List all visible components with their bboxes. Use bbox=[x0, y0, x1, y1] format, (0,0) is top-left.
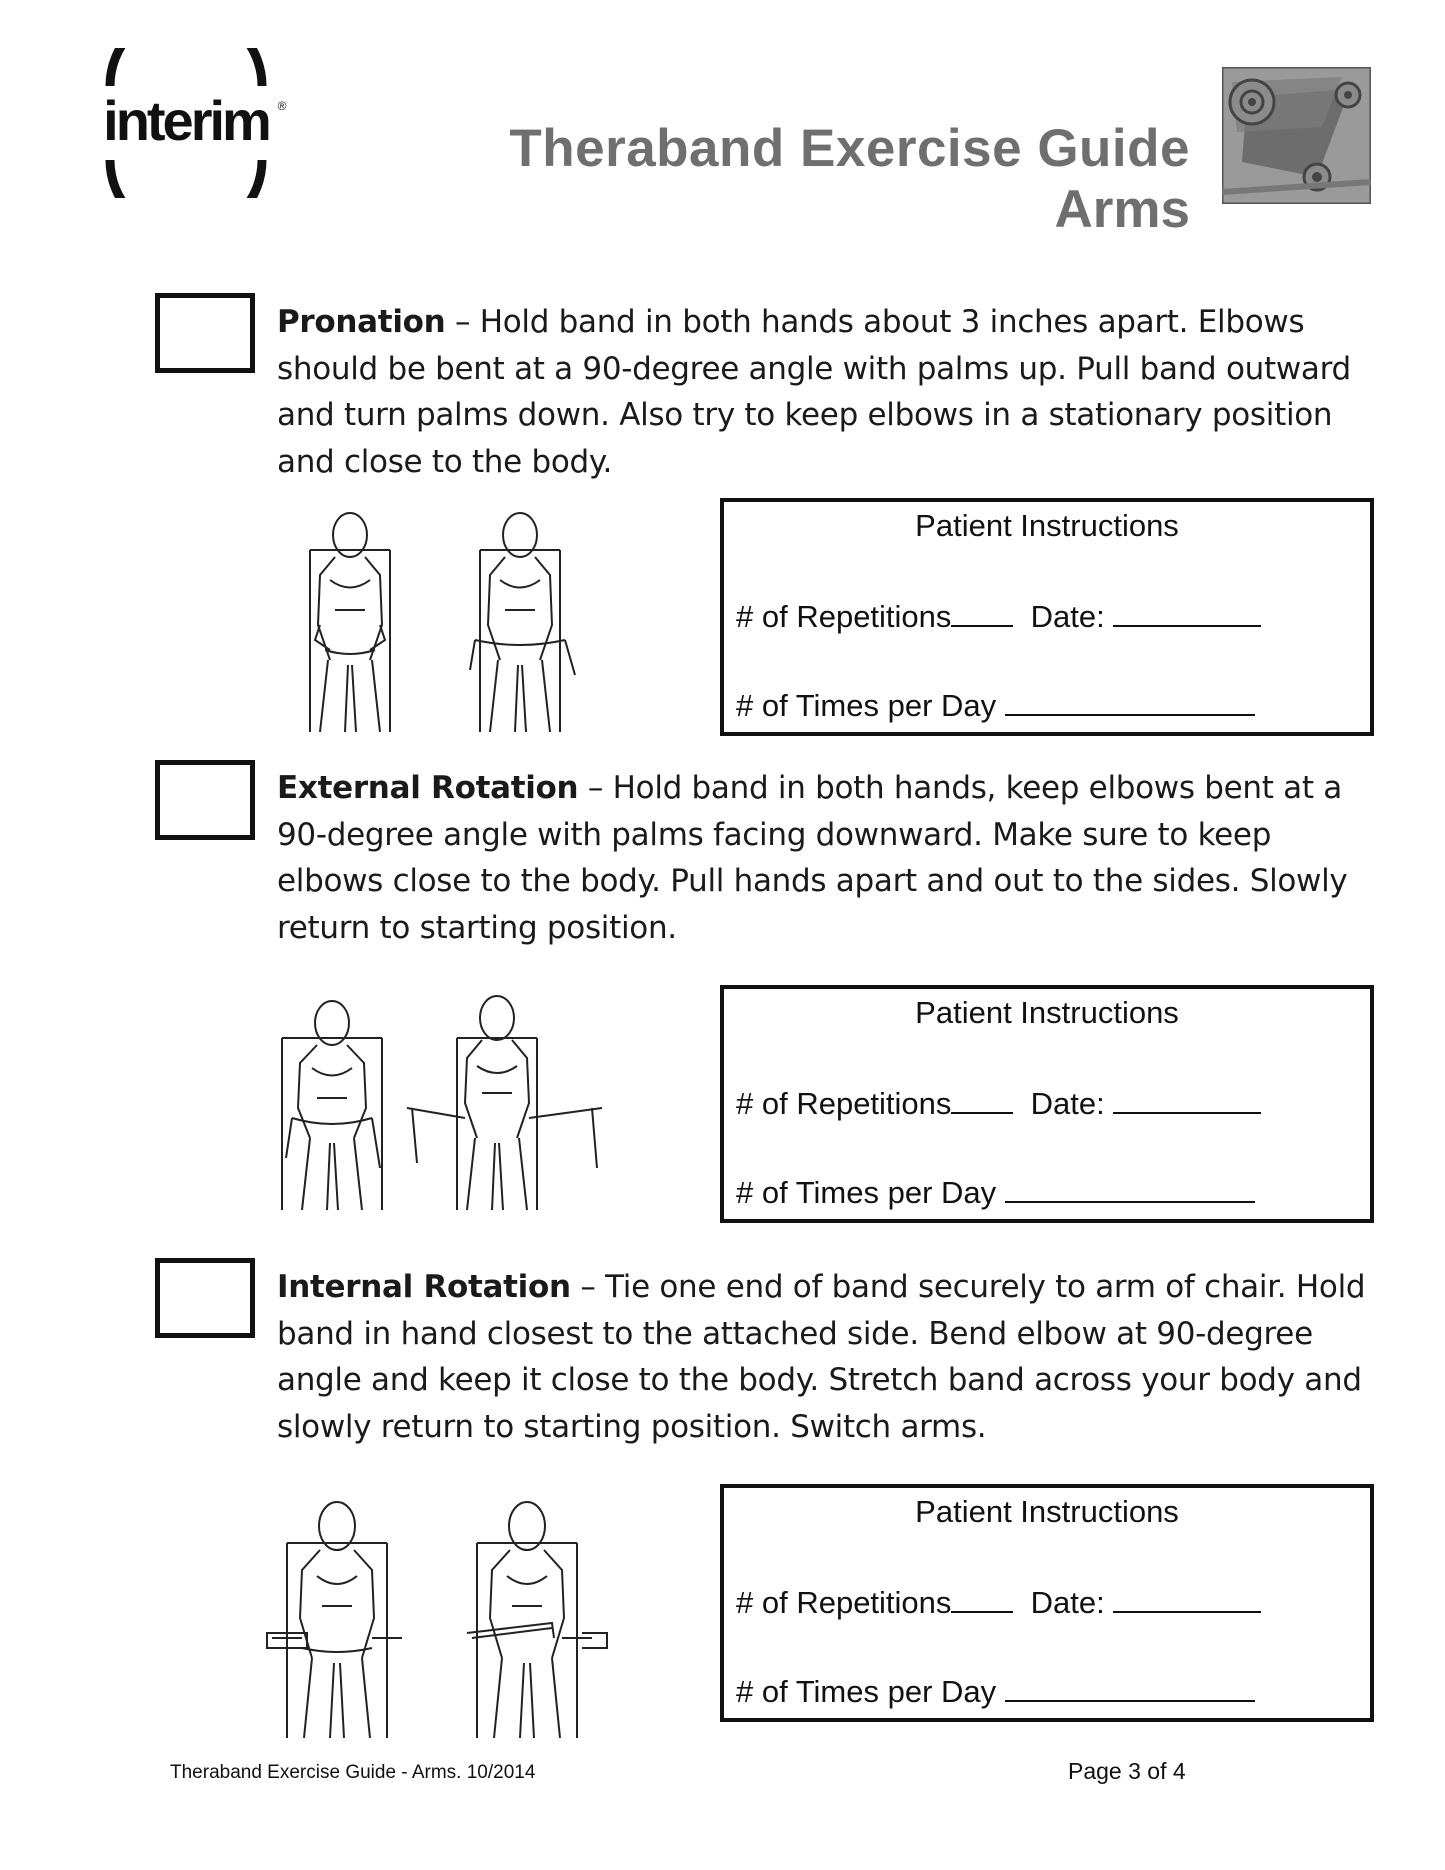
repetitions-row: # of Repetitions Date: bbox=[736, 1583, 1261, 1621]
repetitions-field[interactable] bbox=[951, 1084, 1013, 1114]
pronation-description: Pronation – Hold band in both hands about 3 inches apart. Elbows should be bent at a 90-degree angle with palms up. Pull band outward and turn palms down. Also try to keep elbows in a stationary position and close to the body. bbox=[277, 304, 1351, 480]
footer-document-info: Theraband Exercise Guide - Arms. 10/2014 bbox=[170, 1762, 536, 1783]
header-title-block bbox=[509, 118, 1190, 240]
external-rotation-illustration bbox=[272, 988, 607, 1210]
band-pulley-graphic bbox=[1222, 67, 1371, 204]
footer-page-number: Page 3 of 4 bbox=[1068, 1758, 1186, 1784]
pronation-checkbox[interactable] bbox=[155, 293, 255, 373]
repetitions-row: # of Repetitions Date: bbox=[736, 1084, 1261, 1122]
svg-text:®: ® bbox=[277, 99, 287, 113]
repetitions-field[interactable] bbox=[951, 597, 1013, 627]
internal-rotation-description: Internal Rotation – Tie one end of band securely to arm of chair. Hold band in hand closest to the attached side. Bend elbow at 90-degree angle and keep it close to the body. Stretch band across your body and slowly return to starting position. Switch arms. bbox=[277, 1269, 1366, 1445]
interim-logo bbox=[92, 48, 292, 198]
external-rotation-description: External Rotation – Hold band in both hands, keep elbows bent at a 90-degree angle with palms facing downward. Make sure to keep elbows close to the body. Pull hands apart and out to the sides. Slowly return to starting position. bbox=[277, 770, 1348, 946]
repetitions-field[interactable] bbox=[951, 1583, 1013, 1613]
times-row: # of Times per Day bbox=[736, 686, 1255, 724]
repetitions-row: # of Repetitions Date: bbox=[736, 597, 1261, 635]
instructions-heading: Patient Instructions bbox=[915, 995, 1179, 1030]
times-field[interactable] bbox=[1005, 1173, 1255, 1203]
page-title: Theraband Exercise Guide bbox=[509, 119, 1190, 178]
instructions-heading: Patient Instructions bbox=[915, 508, 1179, 543]
instructions-heading: Patient Instructions bbox=[915, 1494, 1179, 1529]
times-row: # of Times per Day bbox=[736, 1173, 1255, 1211]
pronation-illustration bbox=[290, 500, 595, 732]
page-subtitle: Arms bbox=[1054, 180, 1190, 239]
svg-text:interim: interim bbox=[103, 89, 269, 152]
pronation-instructions-box bbox=[720, 498, 1374, 736]
internal-rotation-checkbox[interactable] bbox=[155, 1258, 255, 1338]
date-field[interactable] bbox=[1113, 1583, 1261, 1613]
times-field[interactable] bbox=[1005, 686, 1255, 716]
times-field[interactable] bbox=[1005, 1672, 1255, 1702]
times-row: # of Times per Day bbox=[736, 1672, 1255, 1710]
date-field[interactable] bbox=[1113, 1084, 1261, 1114]
date-field[interactable] bbox=[1113, 597, 1261, 627]
external-rotation-checkbox[interactable] bbox=[155, 760, 255, 840]
internal-rotation-instructions-box bbox=[720, 1484, 1374, 1722]
external-rotation-instructions-box bbox=[720, 985, 1374, 1223]
internal-rotation-illustration bbox=[262, 1488, 622, 1738]
